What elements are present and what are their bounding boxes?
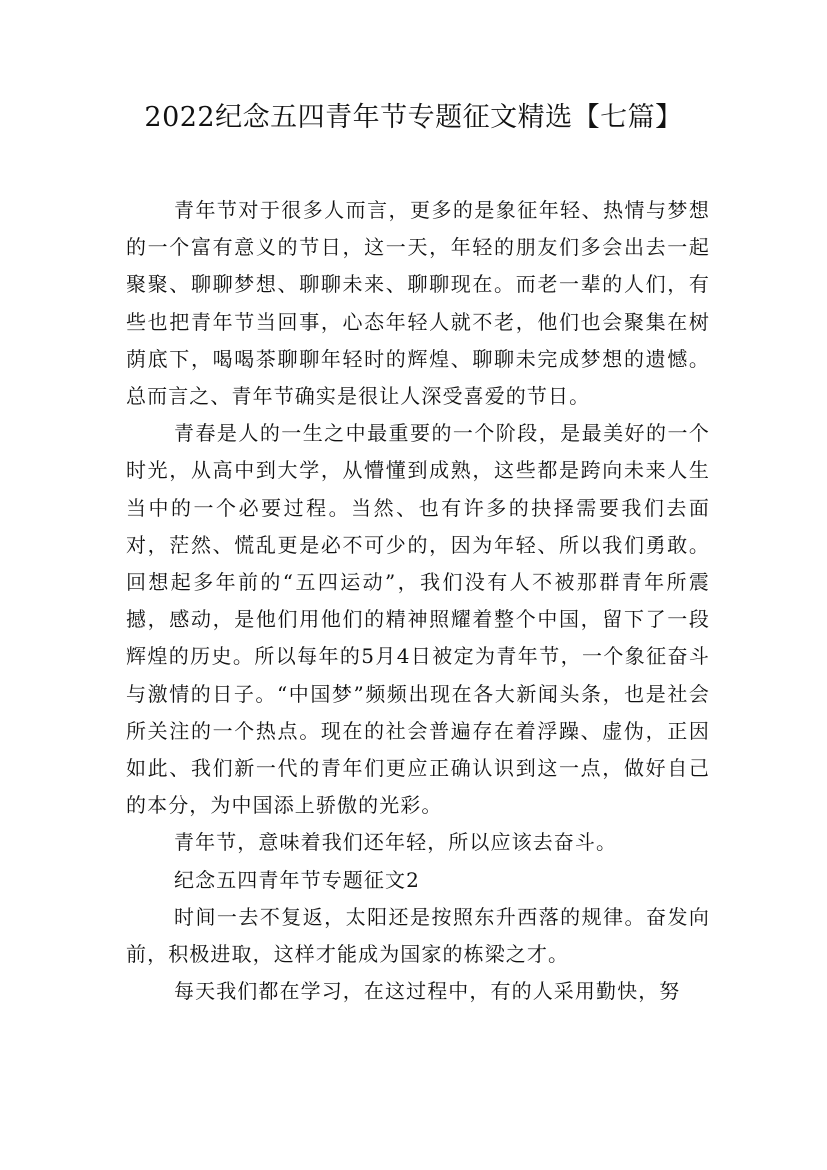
paragraph: 每天我们都在学习，在这过程中，有的人采用勤快，努 bbox=[174, 979, 681, 1004]
paragraph: 青年节，意味着我们还年轻，所以应该去奋斗。 bbox=[174, 830, 618, 855]
document-body bbox=[126, 192, 710, 1010]
section-heading: 纪念五四青年节专题征文2 bbox=[174, 867, 420, 892]
paragraph: 时间一去不复返，太阳还是按照东升西落的规律。奋发向前，积极进取，这样才能成为国家的栋梁之才。 bbox=[126, 904, 710, 967]
paragraph: 青年节对于很多人而言，更多的是象征年轻、热情与梦想的一个富有意义的节日，这一天，年轻的朋友们多会出去一起聚聚、聊聊梦想、聊聊未来、聊聊现在。而老一辈的人们，有些也把青年节当回事，心态年轻人就不老，他们也会聚集在树荫底下，喝喝茶聊聊年轻时的辉煌、聊聊未完成梦想的遗憾。总而言之、青年节确实是很让人深受喜爱的节日。 bbox=[126, 198, 710, 409]
paragraph: 青春是人的一生之中最重要的一个阶段，是最美好的一个时光，从高中到大学，从懵懂到成熟，这些都是跨向未来人生当中的一个必要过程。当然、也有许多的抉择需要我们去面对，茫然、慌乱更是必不可少的，因为年轻、所以我们勇敢。回想起多年前的“五四运动”，我们没有人不被那群青年所震撼，感动，是他们用他们的精神照耀着整个中国，留下了一段辉煌的历史。所以每年的5月4日被定为青年节，一个象征奋斗与激情的日子。“中国梦”频频出现在各大新闻头条，也是社会所关注的一个热点。现在的社会普遍存在着浮躁、虚伪，正因如此、我们新一代的青年们更应正确认识到这一点，做好自己的本分，为中国添上骄傲的光彩。 bbox=[126, 421, 710, 818]
document-title: 2022纪念五四青年节专题征文精选【七篇】 bbox=[144, 102, 683, 133]
